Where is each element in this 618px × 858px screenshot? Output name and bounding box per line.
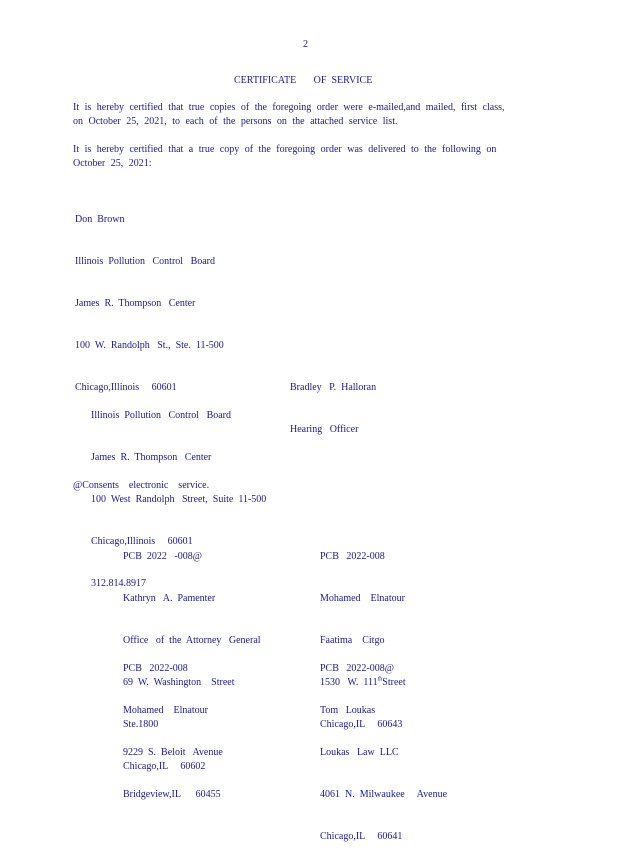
hearing-officer-signature [290, 353, 376, 451]
recipient-line: Chicago,Illinois 60601 [75, 382, 177, 393]
certificate-title: CERTIFICATE OF SERVICE [234, 75, 373, 86]
recipient-line: James R. Thompson Center [75, 298, 196, 309]
service-name: Kathryn A. Pamenter [123, 593, 216, 604]
recipient-line: Illinois Pollution Control Board [75, 256, 216, 267]
service-suite: Ste.1800 [123, 719, 159, 730]
service-name: Mohamed Elnatour [320, 593, 405, 604]
service-organization: Office of the Attorney General [123, 635, 261, 646]
recipient-line: 100 W. Randolph St., Ste. 11-500 [75, 340, 224, 351]
service-name: Mohamed Elnatour [123, 705, 208, 716]
officer-name: Bradley P. Halloran [290, 382, 377, 393]
service-street-name: Street [382, 677, 406, 688]
service-case-number: PCB 2022-008 [320, 551, 385, 562]
service-city: Bridgeview,IL 60455 [123, 789, 221, 800]
service-organization: Faatima Citgo [320, 635, 385, 646]
certification-paragraph-mailed: It is hereby certified that true copies of the foregoing order were e-mailed,and mailed, first class, on October 25, 2021, to each of the persons on the attached service list. [73, 102, 505, 127]
electronic-service-consent-note: @Consents electronic service. [73, 480, 210, 491]
officer-address-line: 100 West Randolph Street, Suite 11-500 [91, 494, 267, 505]
officer-address-line: James R. Thompson Center [91, 452, 212, 463]
officer-phone: 312.814.8917 [91, 578, 146, 589]
service-case-number: PCB 2022-008 [123, 663, 188, 674]
service-name: Tom Loukas [320, 705, 376, 716]
certification-paragraph-delivered: It is hereby certified that a true copy of the foregoing order was delivered to the following on October 25, 2021: [73, 144, 497, 169]
service-city: Chicago,IL 60602 [123, 761, 206, 772]
page-number: 2 [303, 39, 308, 50]
service-case-number: PCB 2022 -008@ [123, 551, 202, 562]
service-list-entry [320, 634, 447, 858]
officer-address-line: Chicago,Illinois 60601 [91, 536, 193, 547]
service-case-number: PCB 2022-008@ [320, 663, 394, 674]
service-city: Chicago,IL 60641 [320, 831, 403, 842]
officer-address-line: Illinois Pollution Control Board [91, 410, 232, 421]
recipient-line: Don Brown [75, 214, 125, 225]
service-street: 4061 N. Milwaukee Avenue [320, 789, 448, 800]
service-list-entry [123, 634, 223, 816]
service-street: 69 W. Washington Street [123, 677, 235, 688]
service-organization: Loukas Law LLC [320, 747, 399, 758]
officer-title: Hearing Officer [290, 424, 359, 435]
recipient-address [75, 185, 224, 409]
service-street-number: 1530 W. 111 [320, 677, 378, 688]
ordinal-suffix: th [377, 676, 383, 683]
service-street: 9229 S. Beloit Avenue [123, 747, 223, 758]
service-city: Chicago,IL 60643 [320, 719, 403, 730]
